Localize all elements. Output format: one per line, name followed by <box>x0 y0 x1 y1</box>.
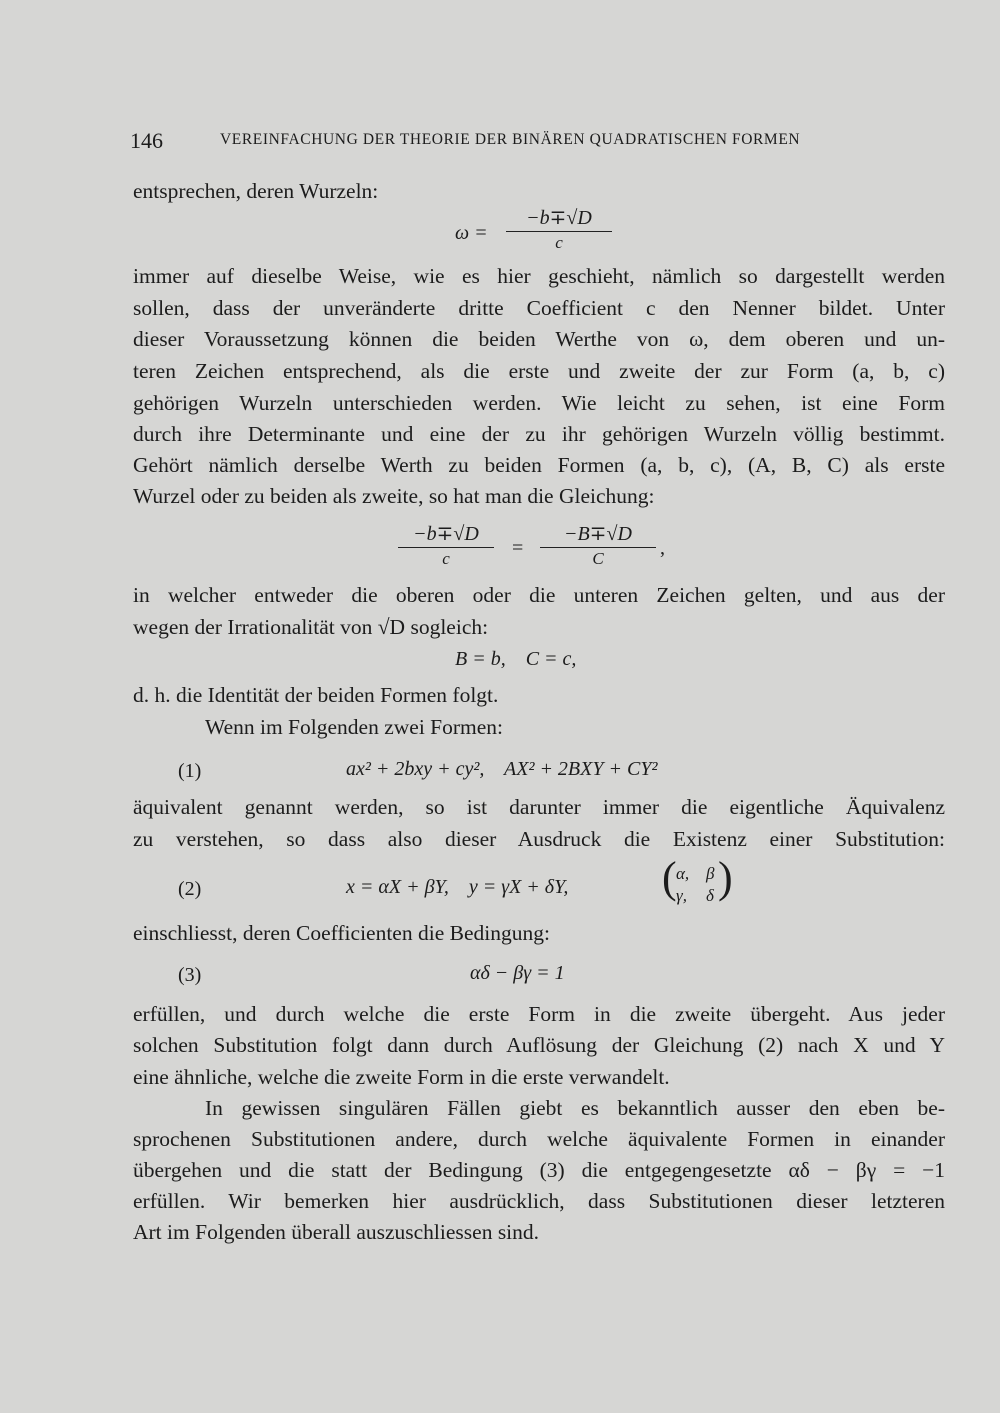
matrix-cell: α, <box>676 864 690 883</box>
matrix-cell: β <box>706 864 715 883</box>
text-line: zu verstehen, so dass also dieser Ausdruck die Existenz einer Substitution: <box>133 827 945 851</box>
text-line: übergehen und die statt der Bedingung (3) die entgegengesetzte αδ − βγ = −1 <box>133 1158 945 1182</box>
matrix-cell: δ <box>706 886 714 905</box>
fraction-denominator: c <box>442 549 450 568</box>
text-line: teren Zeichen entsprechend, als die erste und zweite der zur Form (a, b, c) <box>133 359 945 383</box>
equation-omega-fraction <box>506 206 612 254</box>
page-number: 146 <box>130 128 163 153</box>
text-line: wegen der Irrationalität von √D sogleich: <box>133 615 489 639</box>
equation-number: (2) <box>178 878 202 900</box>
equals-sign: = <box>512 537 524 559</box>
fraction-denominator: c <box>555 233 563 252</box>
text-line: Gehört nämlich derselbe Werth zu beiden Formen (a, b, c), (A, B, C) als erste <box>133 453 945 477</box>
equation-omega-lhs: ω = <box>455 222 488 244</box>
equation-substitution: x = αX + βY, y = γX + δY, <box>346 876 569 898</box>
text-line: d. h. die Identität der beiden Formen folgt. <box>133 683 499 707</box>
equation-identity: B = b, C = c, <box>455 648 577 670</box>
text-line: in welcher entweder die oberen oder die unteren Zeichen gelten, und aus der <box>133 583 945 607</box>
text-line: erfüllen. Wir bemerken hier ausdrücklich, dass Substitutionen dieser letzteren <box>133 1189 945 1213</box>
text-line: sprochenen Substitutionen andere, durch welche äquivalente Formen in einander <box>133 1127 945 1151</box>
text-line: sollen, dass der unveränderte dritte Coefficient c den Nenner bildet. Unter <box>133 296 945 320</box>
fraction-numerator: −b∓√D <box>398 522 494 548</box>
equation-condition: αδ − βγ = 1 <box>470 962 565 984</box>
fraction-numerator: −B∓√D <box>540 522 656 548</box>
page-header <box>130 128 850 158</box>
text-line-indented: Wenn im Folgenden zwei Formen: <box>205 715 504 739</box>
substitution-matrix <box>662 853 734 912</box>
equation-ratio-right <box>540 522 656 570</box>
text-line: solchen Substitution folgt dann durch Auflösung der Gleichung (2) nach X und Y <box>133 1033 945 1057</box>
text-line-indented: In gewissen singulären Fällen giebt es bekanntlich ausser den eben be- <box>205 1096 945 1120</box>
text-line: entsprechen, deren Wurzeln: <box>133 179 379 203</box>
text-line: immer auf dieselbe Weise, wie es hier geschieht, nämlich so dargestellt werden <box>133 264 945 288</box>
text-line: einschliesst, deren Coefficienten die Bedingung: <box>133 921 550 945</box>
comma: , <box>660 537 665 559</box>
matrix-cell: γ, <box>676 886 687 905</box>
text-line: eine ähnliche, welche die zweite Form in die erste verwandelt. <box>133 1065 670 1089</box>
text-line: gehörigen Wurzeln unterschieden werden. Wie leicht zu sehen, ist eine Form <box>133 391 945 415</box>
equation-forms: ax² + 2bxy + cy², AX² + 2BXY + CY² <box>346 758 658 780</box>
matrix-right-paren: ) <box>718 853 733 902</box>
text-line: äquivalent genannt werden, so ist darunter immer die eigentliche Äquivalenz <box>133 795 945 819</box>
text-line: erfüllen, und durch welche die erste Form in die zweite übergeht. Aus jeder <box>133 1002 945 1026</box>
text-line: durch ihre Determinante und eine der zu ihr gehörigen Wurzeln völlig bestimmt. <box>133 422 945 446</box>
equation-ratio-left <box>398 522 494 570</box>
text-line: Art im Folgenden überall auszuschliessen sind. <box>133 1220 540 1244</box>
fraction-denominator: C <box>592 549 604 568</box>
text-line: Wurzel oder zu beiden als zweite, so hat man die Gleichung: <box>133 484 655 508</box>
fraction-numerator: −b∓√D <box>506 206 612 232</box>
equation-number: (3) <box>178 964 202 986</box>
matrix-left-paren: ( <box>662 853 677 902</box>
equation-number: (1) <box>178 760 202 782</box>
text-line: dieser Voraussetzung können die beiden Werthe von ω, dem oberen und un- <box>133 327 945 351</box>
running-title: VEREINFACHUNG DER THEORIE DER BINÄREN QUADRATISCHEN FORMEN <box>220 131 801 148</box>
